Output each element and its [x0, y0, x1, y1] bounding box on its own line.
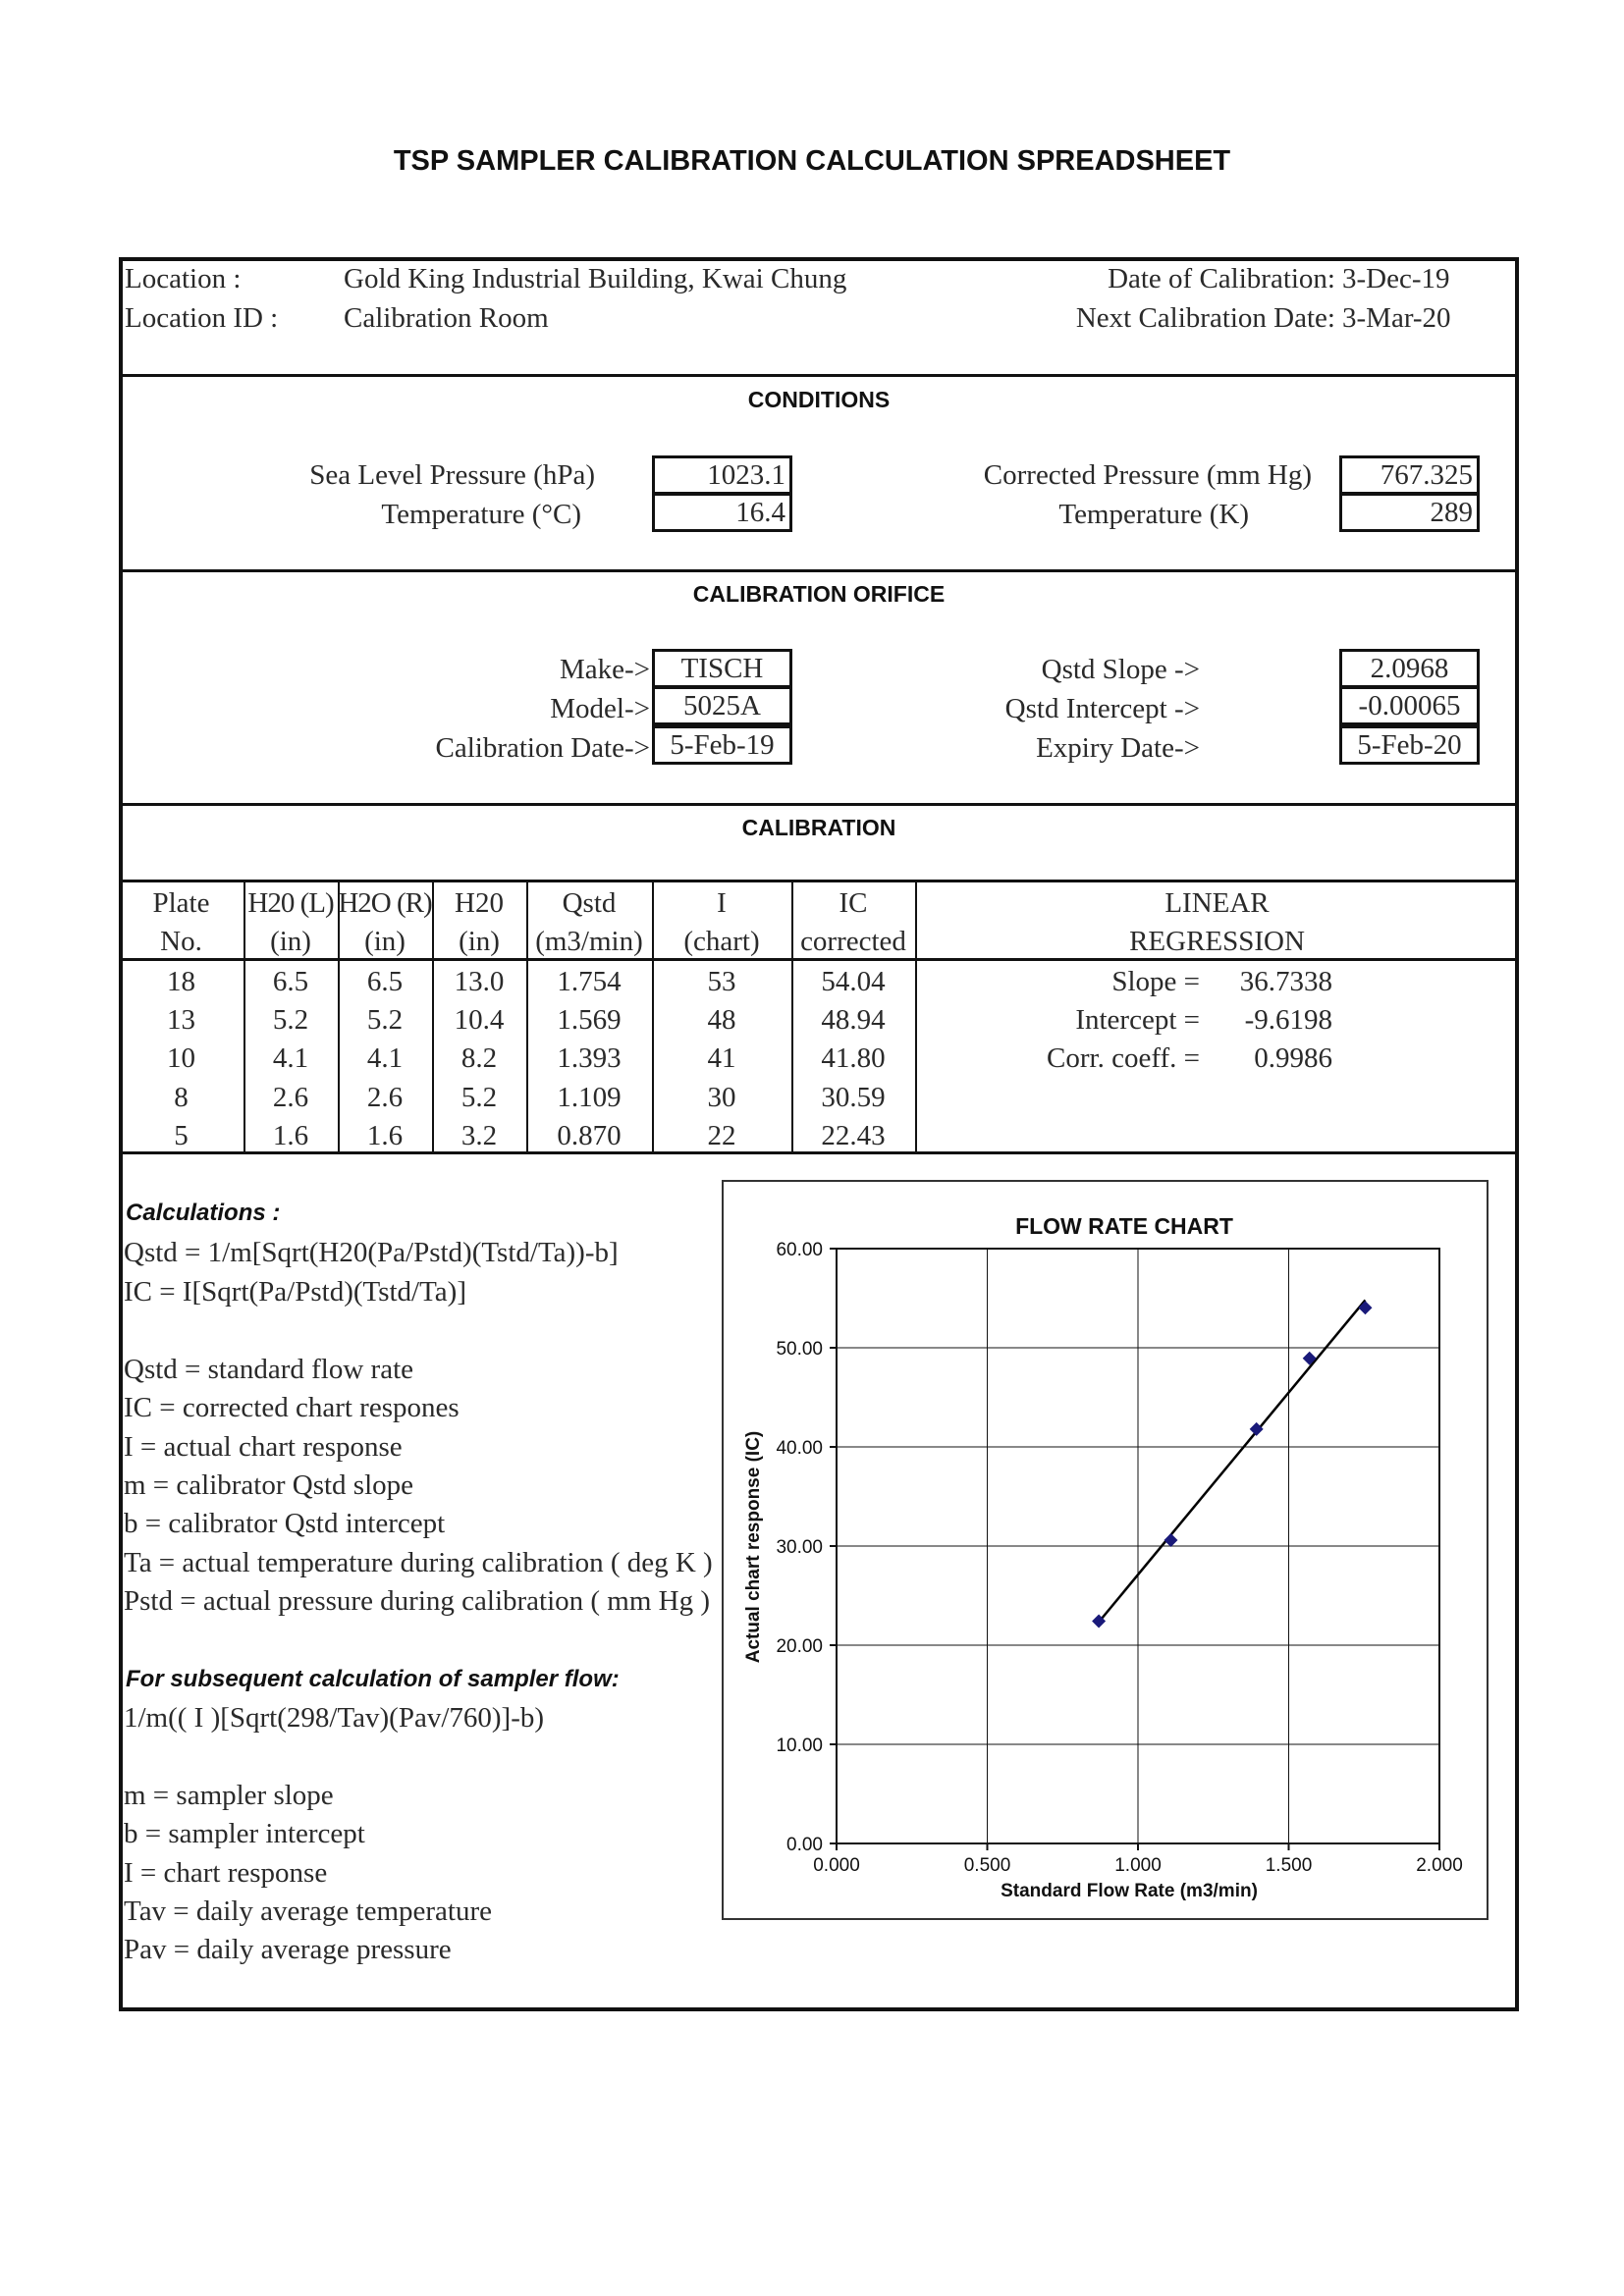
chart-ticks: [776, 1240, 1462, 1876]
header-regression: REGRESSION: [1129, 926, 1305, 957]
table-cell: 30: [707, 1082, 736, 1113]
qstd-intercept-label: Qstd Intercept ->: [1004, 693, 1200, 724]
header-ic-sub: corrected: [800, 926, 906, 957]
subsequent-heading: For subsequent calculation of sampler flow:: [126, 1666, 620, 1692]
table-cell: 41.80: [821, 1042, 886, 1074]
y-tick-label: 20.00: [776, 1636, 823, 1657]
corrected-pressure-value: 767.325: [1339, 455, 1480, 495]
regression-slope-label: Slope =: [1111, 966, 1200, 997]
sampler-definition: Tav = daily average temperature: [124, 1896, 493, 1927]
header-linear: LINEAR: [1164, 887, 1270, 919]
sea-level-pressure-value: 1023.1: [652, 455, 792, 495]
chart-title: FLOW RATE CHART: [1015, 1213, 1233, 1239]
header-ic: IC: [839, 887, 868, 919]
table-cell: 1.109: [557, 1082, 622, 1113]
header-qstd-sub: (m3/min): [535, 926, 643, 957]
table-cell: 6.5: [366, 966, 404, 997]
qstd-intercept-value: -0.00065: [1339, 686, 1480, 725]
model-label: Model->: [550, 693, 650, 724]
definition-line: Qstd = standard flow rate: [124, 1354, 413, 1385]
y-tick-label: 60.00: [776, 1240, 823, 1260]
header-h2o-total-sub: (in): [459, 926, 500, 957]
table-cell: 1.569: [557, 1004, 622, 1036]
formula-ic: IC = I[Sqrt(Pa/Pstd)(Tstd/Ta)]: [124, 1276, 466, 1308]
trendline: [1099, 1300, 1365, 1622]
table-cell: 22.43: [821, 1120, 886, 1151]
chart-series: [1092, 1300, 1372, 1628]
table-cell: 5.2: [366, 1004, 404, 1036]
table-cell: 2.6: [272, 1082, 309, 1113]
temperature-k-label: Temperature (K): [1058, 499, 1249, 530]
orifice-heading: CALIBRATION ORIFICE: [692, 581, 946, 607]
data-point: [1358, 1301, 1372, 1314]
regression-slope-value: 36.7338: [1239, 966, 1332, 997]
definition-line: m = calibrator Qstd slope: [124, 1469, 414, 1501]
y-tick-label: 50.00: [776, 1339, 823, 1360]
y-tick-label: 40.00: [776, 1438, 823, 1459]
table-cell: 5.2: [272, 1004, 309, 1036]
page-title: TSP SAMPLER CALIBRATION CALCULATION SPREADSHEET: [393, 145, 1231, 177]
table-cell: 30.59: [821, 1082, 886, 1113]
y-tick-label: 30.00: [776, 1537, 823, 1558]
flow-rate-chart-svg: [724, 1182, 1487, 1918]
divider-header: [119, 374, 1519, 377]
date-of-calibration-label: Date of Calibration:: [1108, 263, 1335, 294]
header-h2o-right: H2O (R): [338, 887, 432, 919]
table-cell: 3.2: [460, 1120, 498, 1151]
divider-conditions: [119, 569, 1519, 572]
definition-line: I = actual chart response: [124, 1431, 403, 1463]
sampler-definition: Pav = daily average pressure: [124, 1934, 452, 1965]
location-label: Location :: [125, 263, 242, 294]
x-tick-label: 1.000: [1114, 1855, 1162, 1876]
expiry-date-label: Expiry Date->: [1036, 732, 1200, 764]
flow-rate-chart: [722, 1180, 1489, 1920]
calibration-heading: CALIBRATION: [741, 815, 896, 840]
regression-intercept-label: Intercept =: [1075, 1004, 1200, 1036]
table-cell: 53: [707, 966, 736, 997]
header-h2o-left: H20 (L): [247, 887, 334, 919]
divider-table-header: [119, 958, 1519, 961]
table-cell: 4.1: [272, 1042, 309, 1074]
header-i: I: [717, 887, 727, 919]
table-cell: 13.0: [454, 966, 505, 997]
definition-line: b = calibrator Qstd intercept: [124, 1508, 446, 1539]
temperature-c-label: Temperature (°C): [381, 499, 581, 530]
x-tick-label: 0.000: [813, 1855, 860, 1876]
table-cell: 6.5: [272, 966, 309, 997]
next-calibration-date-label: Next Calibration Date:: [1075, 302, 1335, 334]
chart-grid: [837, 1249, 1439, 1843]
table-cell: 13: [167, 1004, 195, 1036]
subsequent-formula: 1/m(( I )[Sqrt(298/Tav)(Pav/760)]-b): [124, 1702, 545, 1734]
table-cell: 4.1: [366, 1042, 404, 1074]
sea-level-pressure-label: Sea Level Pressure (hPa): [309, 459, 595, 491]
orifice-calibration-date-label: Calibration Date->: [435, 732, 650, 764]
temperature-c-value: 16.4: [652, 493, 792, 532]
table-cell: 0.870: [557, 1120, 622, 1151]
make-label: Make->: [559, 654, 650, 685]
data-point: [1164, 1533, 1177, 1547]
x-tick-label: 0.500: [963, 1855, 1011, 1876]
header-plate: Plate: [152, 887, 210, 919]
qstd-slope-label: Qstd Slope ->: [1041, 654, 1200, 685]
table-cell: 5: [174, 1120, 189, 1151]
divider-orifice: [119, 803, 1519, 806]
table-cell: 8.2: [460, 1042, 498, 1074]
table-cell: 18: [167, 966, 195, 997]
table-cell: 41: [707, 1042, 736, 1074]
expiry-date-value: 5-Feb-20: [1339, 725, 1480, 765]
location-id-label: Location ID :: [125, 302, 279, 334]
formula-qstd: Qstd = 1/m[Sqrt(H20(Pa/Pstd)(Tstd/Ta))-b]: [124, 1237, 619, 1268]
divider-calibration: [119, 880, 1519, 882]
x-tick-label: 1.500: [1265, 1855, 1313, 1876]
header-h2o-total: H20: [455, 887, 504, 919]
next-calibration-date-value: 3-Mar-20: [1342, 302, 1451, 334]
corrected-pressure-label: Corrected Pressure (mm Hg): [983, 459, 1312, 491]
table-cell: 10: [167, 1042, 195, 1074]
table-cell: 2.6: [366, 1082, 404, 1113]
table-cell: 10.4: [454, 1004, 505, 1036]
definition-line: Ta = actual temperature during calibration ( deg K ): [124, 1547, 713, 1578]
temperature-k-value: 289: [1339, 493, 1480, 532]
x-tick-label: 2.000: [1416, 1855, 1463, 1876]
table-cell: 48.94: [821, 1004, 886, 1036]
x-axis-label: Standard Flow Rate (m3/min): [1001, 1881, 1258, 1901]
header-i-sub: (chart): [683, 926, 760, 957]
regression-corr-value: 0.9986: [1254, 1042, 1332, 1074]
sampler-definition: b = sampler intercept: [124, 1818, 365, 1849]
table-cell: 54.04: [821, 966, 886, 997]
regression-corr-label: Corr. coeff. =: [1047, 1042, 1200, 1074]
header-plate-sub: No.: [160, 926, 202, 957]
model-value: 5025A: [652, 686, 792, 725]
y-tick-label: 10.00: [776, 1735, 823, 1756]
table-cell: 5.2: [460, 1082, 498, 1113]
table-cell: 1.6: [366, 1120, 404, 1151]
y-tick-label: 0.00: [786, 1835, 823, 1855]
calculations-heading: Calculations :: [126, 1200, 281, 1226]
header-qstd: Qstd: [562, 887, 617, 919]
definition-line: Pstd = actual pressure during calibration ( mm Hg ): [124, 1585, 711, 1617]
orifice-calibration-date-value: 5-Feb-19: [652, 725, 792, 765]
table-cell: 48: [707, 1004, 736, 1036]
table-cell: 1.6: [272, 1120, 309, 1151]
definition-line: IC = corrected chart respones: [124, 1392, 460, 1423]
header-h2o-left-sub: (in): [270, 926, 311, 957]
table-col-rule: [915, 880, 917, 1152]
y-axis-label: Actual chart response (IC): [743, 1430, 764, 1664]
location-id-value: Calibration Room: [344, 302, 549, 334]
date-of-calibration-value: 3-Dec-19: [1342, 263, 1450, 294]
table-cell: 1.393: [557, 1042, 622, 1074]
make-value: TISCH: [652, 649, 792, 688]
qstd-slope-value: 2.0968: [1339, 649, 1480, 688]
sampler-definition: I = chart response: [124, 1857, 328, 1889]
sampler-definition: m = sampler slope: [124, 1780, 334, 1811]
table-cell: 22: [707, 1120, 736, 1151]
location-value: Gold King Industrial Building, Kwai Chung: [344, 263, 847, 294]
header-h2o-right-sub: (in): [364, 926, 406, 957]
table-cell: 1.754: [557, 966, 622, 997]
conditions-heading: CONDITIONS: [747, 387, 891, 412]
regression-intercept-value: -9.6198: [1244, 1004, 1332, 1036]
table-cell: 8: [174, 1082, 189, 1113]
